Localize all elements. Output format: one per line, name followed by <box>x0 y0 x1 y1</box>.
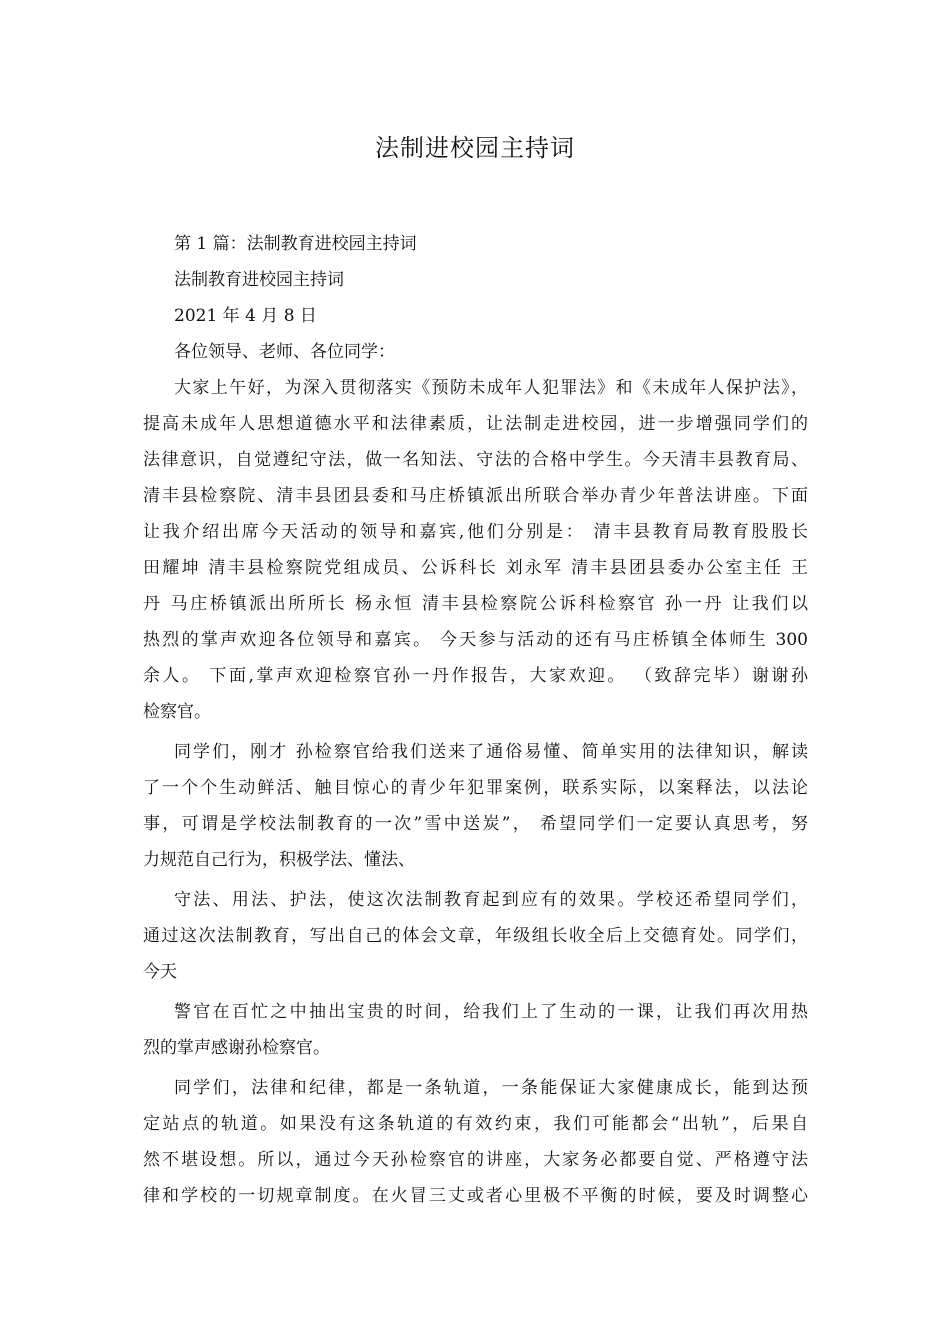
text-line: 田耀坤 清丰县检察院党组成员、公诉科长 刘永军 清丰县团县委办公室主任 王 <box>143 558 808 578</box>
text-line: 清丰县检察院、清丰县团县委和马庄桥镇派出所联合举办青少年普法讲座。下面 <box>143 486 808 506</box>
text-line: 事，可谓是学校法制教育的一次”雪中送炭”， 希望同学们一定要认真思考，努 <box>143 814 808 834</box>
text-line: 烈的掌声感谢孙检察官。 <box>143 1038 330 1058</box>
text-line: 提高未成年人思想道德水平和法律素质，让法制走进校园，进一步增强同学们的 <box>143 414 808 434</box>
text-line: 同学们，刚才 孙检察官给我们送来了通俗易懂、简单实用的法律知识，解读 <box>174 742 808 762</box>
text-line: 检察官。 <box>143 702 211 722</box>
text-line: 法律意识，自觉遵纪守法，做一名知法、守法的合格中学生。今天清丰县教育局、 <box>143 450 808 470</box>
text-line: 丹 马庄桥镇派出所所长 杨永恒 清丰县检察院公诉科检察官 孙一丹 让我们以 <box>143 594 808 614</box>
text-line: 警官在百忙之中抽出宝贵的时间，给我们上了生动的一课，让我们再次用热 <box>174 1002 808 1022</box>
text-line: 然不堪设想。所以，通过今天孙检察官的讲座，大家务必都要自觉、严格遵守法 <box>143 1150 808 1170</box>
text-line: 法制教育进校园主持词 <box>174 270 344 290</box>
text-line: 律和学校的一切规章制度。在火冒三丈或者心里极不平衡的时候，要及时调整心 <box>143 1186 808 1206</box>
text-line: 第 1 篇：法制教育进校园主持词 <box>174 234 417 254</box>
text-line: 余人。 下面,掌声欢迎检察官孙一丹作报告，大家欢迎。 （致辞完毕）谢谢孙 <box>143 666 808 686</box>
text-line: 2021 年 4 月 8 日 <box>174 306 317 326</box>
text-line: 力规范自己行为，积极学法、懂法、 <box>143 850 415 870</box>
document-title: 法制进校园主持词 <box>375 134 575 162</box>
text-line: 今天 <box>143 962 177 982</box>
text-line: 让我介绍出席今天活动的领导和嘉宾,他们分别是： 清丰县教育局教育股股长 <box>143 522 808 542</box>
document-body <box>143 226 808 1214</box>
text-line: 定站点的轨道。如果没有这条轨道的有效约束，我们可能都会“出轨”，后果自 <box>143 1114 808 1134</box>
text-line: 守法、用法、护法，使这次法制教育起到应有的效果。学校还希望同学们， <box>174 890 808 910</box>
text-line: 热烈的掌声欢迎各位领导和嘉宾。 今天参与活动的还有马庄桥镇全体师生 300 <box>143 630 808 650</box>
text-line: 大家上午好，为深入贯彻落实《预防未成年人犯罪法》和《未成年人保护法》， <box>174 378 808 398</box>
text-line: 通过这次法制教育，写出自己的体会文章，年级组长收全后上交德育处。同学们， <box>143 926 808 946</box>
text-line: 同学们，法律和纪律，都是一条轨道，一条能保证大家健康成长，能到达预 <box>174 1078 808 1098</box>
text-line: 各位领导、老师、各位同学： <box>174 342 395 362</box>
text-line: 了一个个生动鲜活、触目惊心的青少年犯罪案例，联系实际，以案释法，以法论 <box>143 778 808 798</box>
